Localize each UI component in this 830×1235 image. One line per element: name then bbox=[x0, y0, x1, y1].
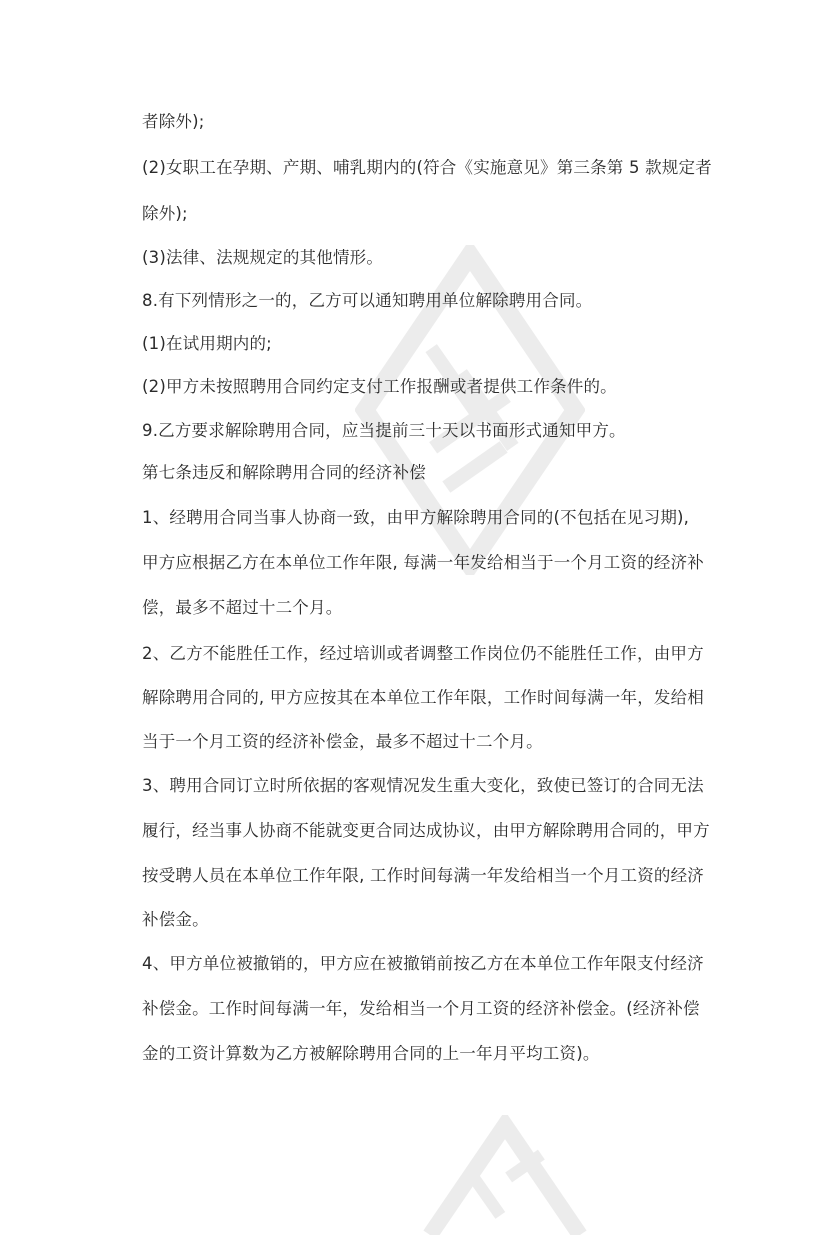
text-line: 8.有下列情形之一的，乙方可以通知聘用单位解除聘用合同。 bbox=[142, 291, 593, 310]
text-line: 偿，最多不超过十二个月。 bbox=[142, 598, 343, 617]
text-line: 补偿金。 bbox=[142, 910, 209, 929]
text-line: 按受聘人员在本单位工作年限, 工作时间每满一年发给相当一个月工资的经济 bbox=[142, 866, 704, 885]
diamond-logo-watermark-icon bbox=[420, 1115, 590, 1235]
text-line: 2、乙方不能胜任工作，经过培训或者调整工作岗位仍不能胜任工作，由甲方 bbox=[142, 644, 704, 663]
text-line: 解除聘用合同的, 甲方应按其在本单位工作年限，工作时间每满一年，发给相 bbox=[142, 688, 704, 707]
text-line: (3)法律、法规规定的其他情形。 bbox=[142, 248, 384, 267]
text-line: (2)女职工在孕期、产期、哺乳期内的(符合《实施意见》第三条第 5 款规定者 bbox=[142, 158, 712, 177]
text-line: 4、甲方单位被撤销的，甲方应在被撤销前按乙方在本单位工作年限支付经济 bbox=[142, 954, 704, 973]
text-line: 1、经聘用合同当事人协商一致，由甲方解除聘用合同的(不包括在见习期), bbox=[142, 508, 690, 527]
text-line: 履行，经当事人协商不能就变更合同达成协议，由甲方解除聘用合同的，甲方 bbox=[142, 821, 710, 840]
text-line: 者除外); bbox=[142, 112, 205, 131]
text-line: 金的工资计算数为乙方被解除聘用合同的上一年月平均工资)。 bbox=[142, 1044, 600, 1063]
text-line: 甲方应根据乙方在本单位工作年限, 每满一年发给相当于一个月工资的经济补 bbox=[142, 553, 704, 572]
text-line: (1)在试用期内的; bbox=[142, 334, 272, 353]
text-line: 9.乙方要求解除聘用合同，应当提前三十天以书面形式通知甲方。 bbox=[142, 421, 626, 440]
text-line: 当于一个月工资的经济补偿金，最多不超过十二个月。 bbox=[142, 732, 543, 751]
text-line: (2)甲方未按照聘用合同约定支付工作报酬或者提供工作条件的。 bbox=[142, 377, 617, 396]
text-line: 除外); bbox=[142, 204, 188, 223]
section-heading: 第七条违反和解除聘用合同的经济补偿 bbox=[142, 463, 426, 482]
text-line: 补偿金。工作时间每满一年，发给相当一个月工资的经济补偿金。(经济补偿 bbox=[142, 999, 700, 1018]
text-line: 3、聘用合同订立时所依据的客观情况发生重大变化，致使已签订的合同无法 bbox=[142, 776, 704, 795]
